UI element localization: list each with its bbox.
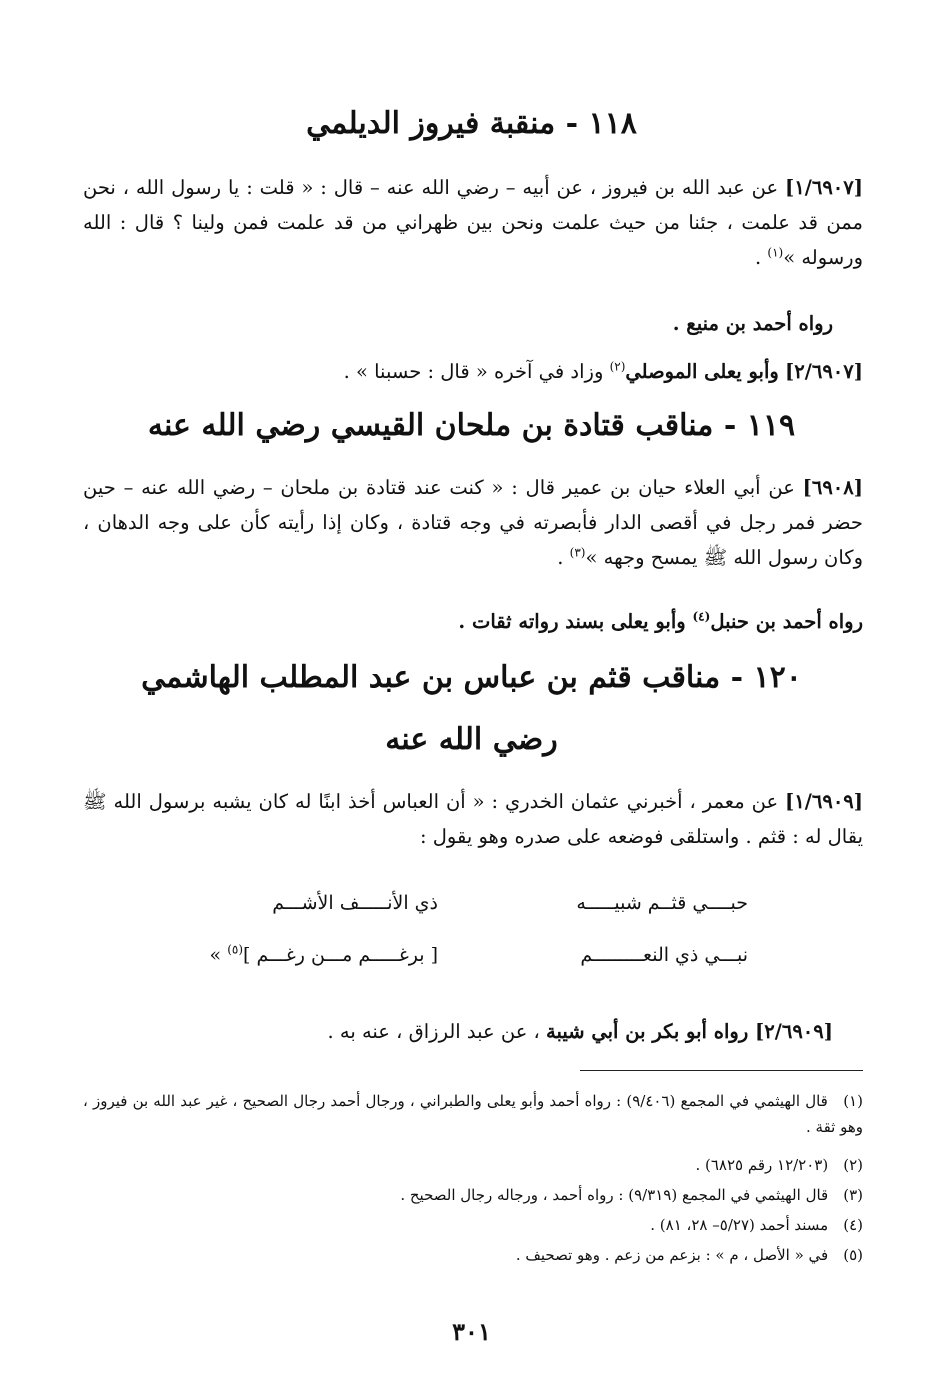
hadith-text: عن عبد الله بن فيروز ، عن أبيه – رضي الله عنه – قال : « قلت : يا رسول الله ، نحن ممن قد علمت ، جئنا من حيث علمت ونحن بين ظهراني من قد علمت فمن ولينا ؟ قال : الله ورسوله » (83, 176, 863, 269)
footnote-marker: (٤) (692, 609, 711, 624)
footnote-separator (580, 1070, 863, 1071)
hadith-ref: [١/٦٩٠٧] (785, 176, 863, 199)
footnote-number: (١) (843, 1092, 863, 1110)
section-heading-120-line2: رضي الله عنه (385, 722, 558, 757)
verse-hemistich-left (210, 944, 438, 966)
hadith-ref: [١/٦٩٠٩] (785, 790, 864, 813)
footnote-text: قال الهيثمي في المجمع (٩/٤٠٦) : رواه أحمد وأبو يعلى والطبراني ، ورجال أحمد رجال الصحيح ، غير عبد الله بن فيروز ، وهو ثقة . (83, 1092, 863, 1136)
footnote-number: (٣) (843, 1186, 863, 1204)
hadith-text: عن أبي العلاء حيان بن عمير قال : « كنت عند قتادة بن ملحان – رضي الله عنه – حين حضر فمر رجل في أقصى الدار فأبصرته في وجه قتادة ، وكان إذا رأيته كأن على وجه الدهان ، وكان رسول الله ﷺ يمسح وجهه » (83, 476, 863, 569)
quote-close: » (209, 944, 228, 966)
narration-text: رواه أحمد بن حنبل (710, 610, 863, 633)
verse-hemistich-right: نبـــي ذي النعـــــــــم (580, 944, 748, 966)
narrator-name: وأبو يعلى الموصلي (625, 360, 779, 383)
verse-hemistich-left: ذي الأنـــــف الأشـــم (272, 892, 438, 914)
page-number: ٣٠١ (452, 1317, 491, 1346)
hadith-6909-1 (83, 784, 863, 854)
hadith-text: ، عن عبد الرزاق ، عنه به . (327, 1020, 547, 1043)
footnote-4 (83, 1212, 863, 1238)
hadith-6907-2 (83, 354, 863, 389)
footnote-text: (١٢/٢٠٣ رقم ٦٨٢٥) . (695, 1156, 829, 1174)
narration-note-ahmad (83, 604, 863, 639)
footnote-number: (٢) (843, 1156, 863, 1174)
hadith-6909-2 (83, 1014, 833, 1049)
hadith-end: . (557, 546, 570, 569)
hadith-ref: [٢/٦٩٠٩] (755, 1020, 833, 1043)
footnote-number: (٥) (843, 1246, 863, 1264)
hadith-text: وزاد في آخره « قال : حسبنا » . (343, 360, 610, 383)
footnote-5 (83, 1242, 863, 1268)
footnote-text: في « الأصل ، م » : بزعم من زعم . وهو تصحيف . (515, 1246, 829, 1264)
section-heading-118: ١١٨ - منقبة فيروز الديلمي (306, 106, 637, 141)
hadith-6908 (83, 470, 863, 575)
footnote-number: (٤) (843, 1216, 863, 1234)
footnote-3 (83, 1182, 863, 1208)
footnote-1 (83, 1088, 863, 1140)
footnote-marker: (٥) (227, 942, 244, 957)
footnote-marker: (١) (767, 245, 784, 260)
verse-hemistich-right: حبــــي قثــم شبيـــــه (576, 892, 748, 914)
footnote-marker: (٣) (569, 545, 586, 560)
verse-line-2 (0, 944, 943, 984)
footnote-marker: (٢) (609, 359, 626, 374)
hadith-text: عن معمر ، أخبرني عثمان الخدري : « أن العباس أخذ ابنًا له كان يشبه برسول الله ﷺ يقال له : قثم . واستلقى فوضعه على صدره وهو يقول : (83, 790, 863, 848)
section-heading-120-line1: ١٢٠ - مناقب قثم بن عباس بن عبد المطلب الهاشمي (141, 660, 802, 695)
hadith-ref: [٢/٦٩٠٧] (785, 360, 863, 383)
narration-note-ibn-mani: رواه أحمد بن منيع . (672, 312, 833, 335)
narrator-name: رواه أبو بكر بن أبي شيبة (546, 1020, 756, 1043)
narration-text-rest: وأبو يعلى بسند رواته ثقات . (458, 610, 693, 633)
footnote-text: قال الهيثمي في المجمع (٩/٣١٩) : رواه أحمد ، ورجاله رجال الصحيح . (400, 1186, 829, 1204)
hadith-end: . (754, 246, 768, 269)
verse-line-1 (0, 892, 943, 932)
hadith-ref: [٦٩٠٨] (802, 476, 863, 499)
hadith-6907-1 (83, 170, 863, 275)
section-heading-119: ١١٩ - مناقب قتادة بن ملحان القيسي رضي الله عنه (147, 408, 796, 443)
footnote-2 (83, 1152, 863, 1178)
verse-text: [ برغـــــم مـــن رغـــم ] (243, 944, 438, 966)
footnote-text: مسند أحمد (٥/٢٧– ٢٨، ٨١) . (650, 1216, 829, 1234)
